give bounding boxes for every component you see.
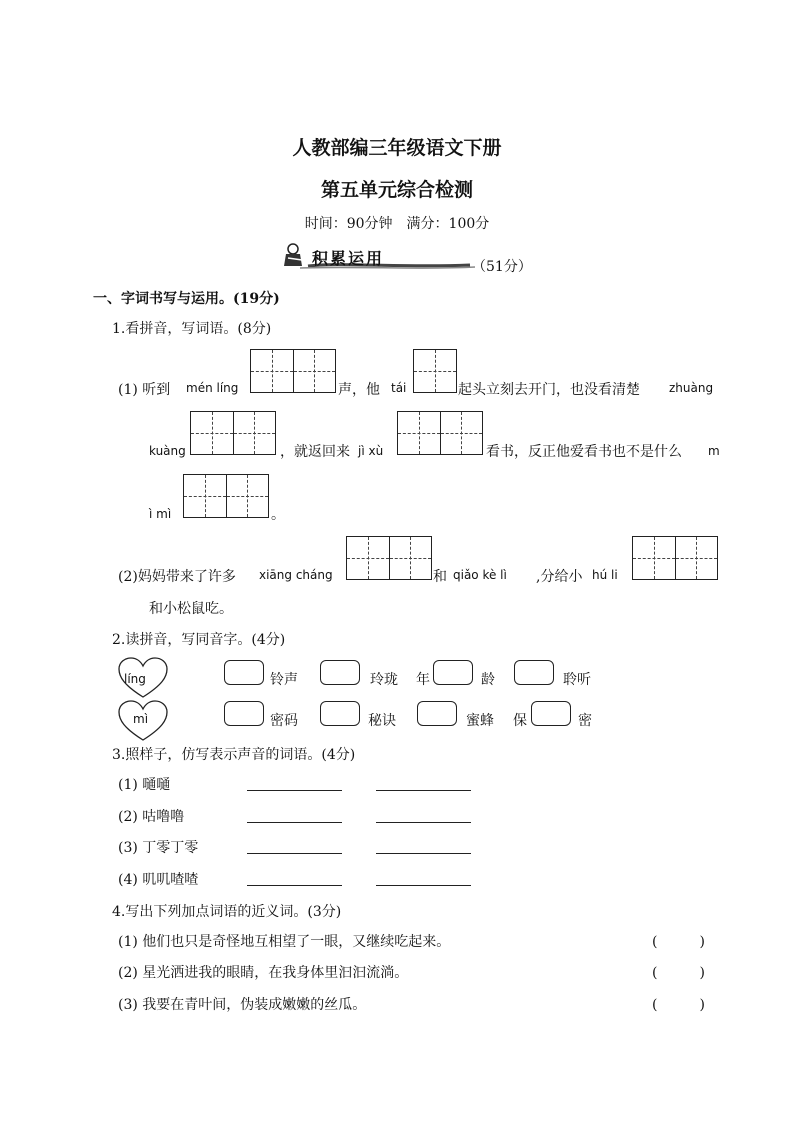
q4-item-1: (1) 他们也只是奇怪地互相望了一眼，又继续吃起来。	[118, 934, 451, 950]
q3-answer-line-1a[interactable]	[247, 790, 342, 791]
pinyin-zhuang: zhuàng	[669, 381, 714, 395]
word-linglong: 玲珑	[370, 672, 398, 688]
pinyin-imi: ì mì	[149, 507, 172, 521]
q4-answer-paren-1[interactable]: ( )	[652, 934, 705, 950]
word-mifeng: 蜜蜂	[466, 713, 494, 729]
word-mi-suffix: 密	[578, 713, 592, 729]
q3-answer-line-4b[interactable]	[376, 885, 471, 886]
pinyin-m: m	[708, 444, 720, 458]
answer-grid-menling[interactable]	[250, 349, 336, 393]
answer-grid-huli[interactable]	[632, 536, 718, 580]
q1-s1-prefix: (1) 听到	[118, 382, 171, 398]
q4-title: 4.写出下列加点词语的近义词。(3分)	[112, 904, 342, 920]
section-banner	[280, 240, 480, 272]
time-info: 时间：90分钟 满分：100分	[304, 216, 490, 232]
q1-s1-b: 起头立刻去开门，也没看清楚	[458, 382, 640, 398]
pinyin-menling: mén líng	[186, 381, 239, 395]
answer-box-mi-4[interactable]	[531, 701, 571, 726]
word-lingting: 聆听	[563, 672, 591, 688]
part1-heading: 一、字词书写与运用。(19分)	[93, 291, 280, 307]
word-bao: 保	[513, 713, 527, 729]
answer-grid-jixu[interactable]	[397, 411, 483, 455]
q1-s1-a: 声，他	[338, 382, 380, 398]
q1-s2-b: ,分给小	[536, 569, 583, 585]
answer-grid-mimi[interactable]	[183, 474, 269, 518]
q3-item-1: (1) 嗵嗵	[118, 777, 171, 793]
q1-s1-d: 看书，反正他爱看书也不是什么	[486, 444, 682, 460]
pinyin-tai: tái	[391, 381, 407, 395]
q4-answer-paren-2[interactable]: ( )	[652, 965, 705, 981]
q3-answer-line-4a[interactable]	[247, 885, 342, 886]
q2-title: 2.读拼音，写同音字。(4分)	[112, 632, 286, 648]
pinyin-qiaokeli: qiǎo kè lì	[453, 568, 507, 582]
section-score: （51分）	[472, 259, 532, 275]
answer-box-mi-3[interactable]	[417, 701, 457, 726]
answer-grid-tai[interactable]	[413, 349, 457, 393]
answer-box-ling-1[interactable]	[224, 660, 264, 685]
section-label: 积累运用	[312, 249, 385, 268]
pinyin-jixu: jì xù	[358, 444, 384, 458]
q4-item-2: (2) 星光洒进我的眼睛，在我身体里汩汩流淌。	[118, 965, 409, 981]
q4-answer-paren-3[interactable]: ( )	[652, 997, 705, 1013]
word-ling-suffix: 龄	[481, 672, 495, 688]
answer-box-mi-1[interactable]	[224, 701, 264, 726]
document-title: 人教部编三年级语文下册	[292, 137, 502, 159]
q3-answer-line-3a[interactable]	[247, 853, 342, 854]
heart-mi-label: mì	[133, 712, 149, 726]
q3-answer-line-3b[interactable]	[376, 853, 471, 854]
word-mima: 密码	[270, 713, 298, 729]
pinyin-huli: hú li	[592, 568, 618, 582]
pinyin-kuang: kuàng	[149, 444, 186, 458]
word-lingsheng: 铃声	[270, 672, 298, 688]
q3-answer-line-2a[interactable]	[247, 822, 342, 823]
q3-item-4: (4) 叽叽喳喳	[118, 872, 199, 888]
answer-box-ling-4[interactable]	[514, 660, 554, 685]
q3-title: 3.照样子，仿写表示声音的词语。(4分)	[112, 747, 356, 763]
heart-ling-label: líng	[124, 672, 146, 686]
q3-item-2: (2) 咕噜噜	[118, 809, 185, 825]
q3-item-3: (3) 丁零丁零	[118, 840, 199, 856]
answer-box-mi-2[interactable]	[320, 701, 360, 726]
q1-s2-a: 和	[433, 569, 447, 585]
q1-s1-e: 。	[271, 507, 285, 523]
answer-grid-zhuangkuang[interactable]	[190, 411, 276, 455]
q1-s2-prefix: (2)妈妈带来了许多	[118, 569, 236, 585]
answer-grid-xiangchang[interactable]	[346, 536, 432, 580]
answer-box-ling-3[interactable]	[433, 660, 473, 685]
word-mijue: 秘诀	[368, 713, 396, 729]
q4-item-3: (3) 我要在青叶间，伪装成嫩嫩的丝瓜。	[118, 997, 367, 1013]
q1-s2-c: 和小松鼠吃。	[149, 601, 233, 617]
answer-box-ling-2[interactable]	[320, 660, 360, 685]
pinyin-xiangchang: xiāng cháng	[259, 568, 333, 582]
q1-title: 1.看拼音，写词语。(8分)	[112, 321, 272, 337]
document-subtitle: 第五单元综合检测	[320, 179, 473, 201]
word-nian: 年	[416, 672, 430, 688]
q3-answer-line-2b[interactable]	[376, 822, 471, 823]
q3-answer-line-1b[interactable]	[376, 790, 471, 791]
q1-s1-c: ，就返回来	[280, 444, 350, 460]
